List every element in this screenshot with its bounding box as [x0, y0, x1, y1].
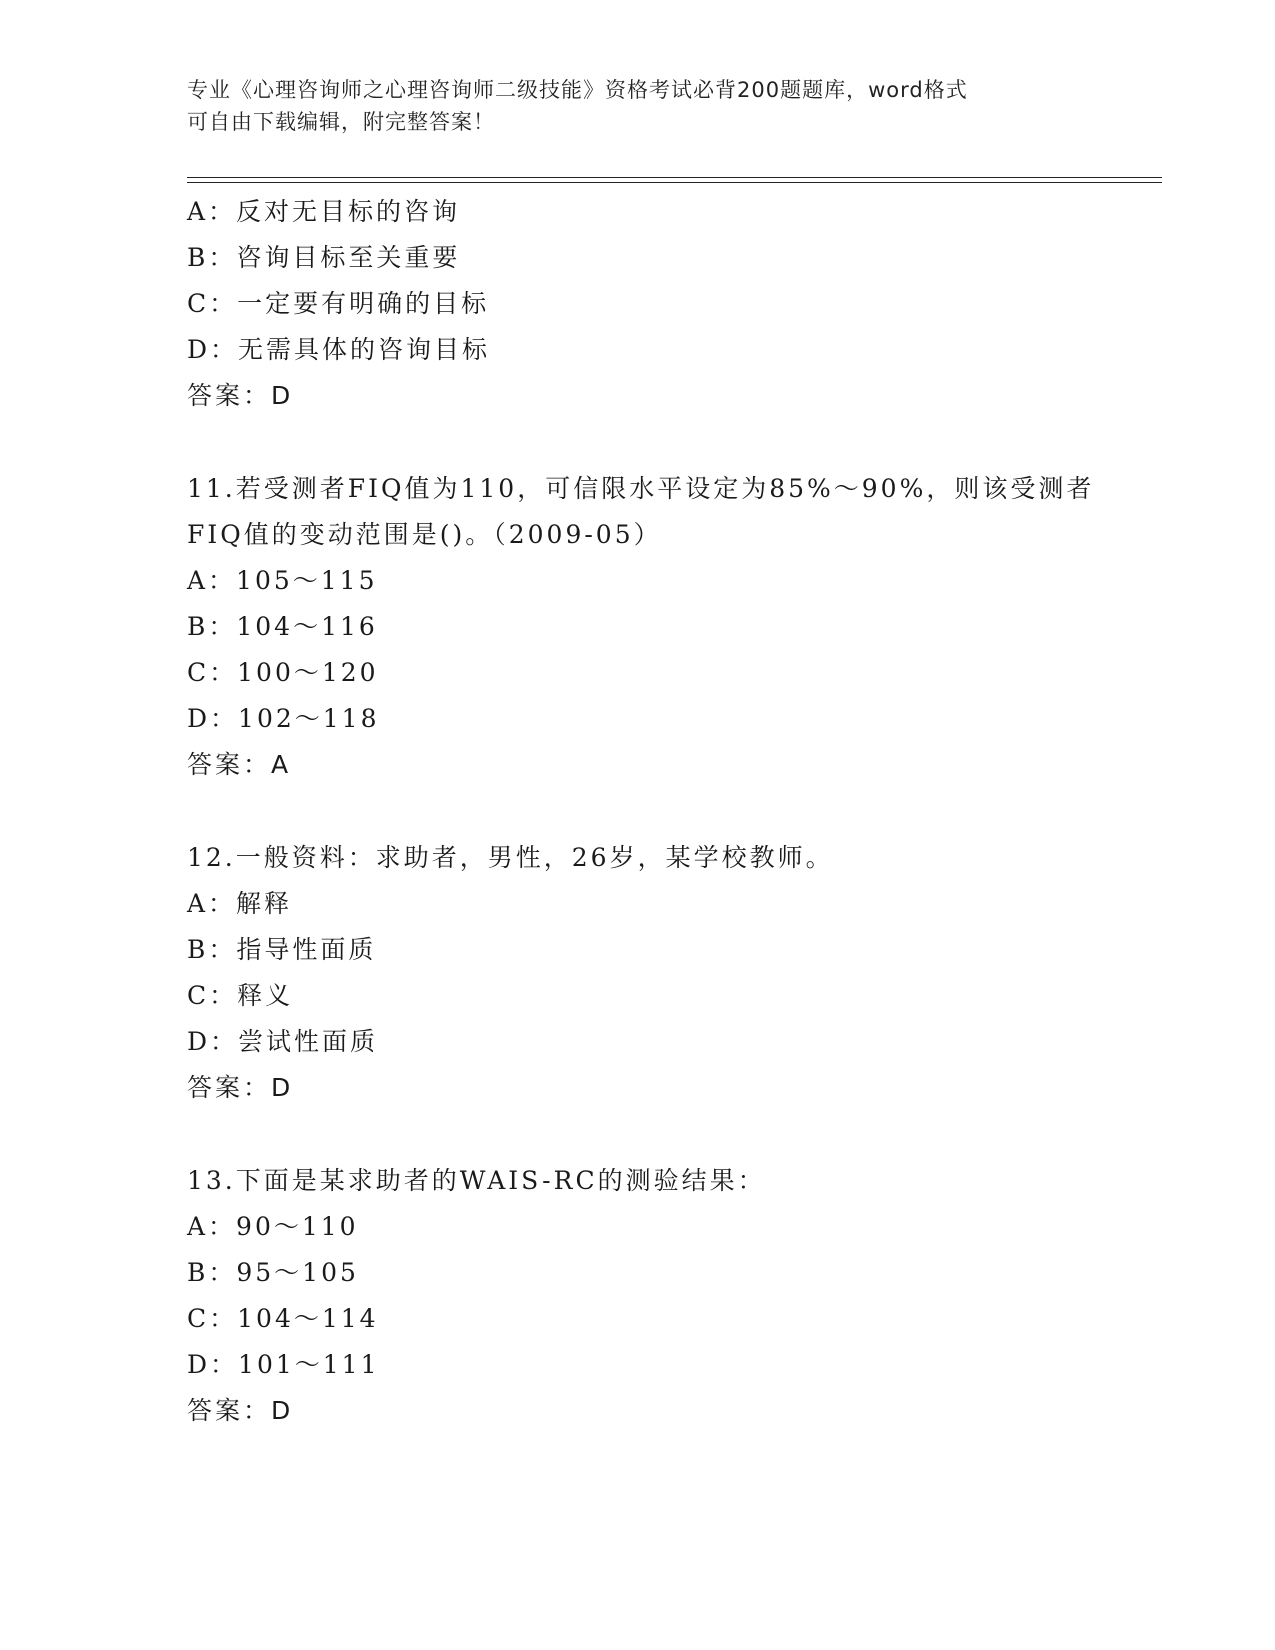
option-d: D：101～111	[187, 1350, 380, 1379]
question-text: 13.下面是某求助者的WAIS-RC的测验结果：	[187, 1166, 766, 1195]
document-header	[187, 74, 1087, 138]
option-a: A：105～115	[187, 566, 378, 595]
option-b: B：95～105	[187, 1258, 359, 1287]
header-divider-top	[187, 177, 1162, 178]
option-a: A：解释	[187, 889, 293, 918]
option-d: D：尝试性面质	[187, 1027, 379, 1056]
option-c: C：104～114	[187, 1304, 379, 1333]
answer: 答案：D	[187, 1073, 294, 1102]
question-block	[187, 189, 1147, 419]
answer: 答案：A	[187, 750, 292, 779]
header-line-1: 专业《心理咨询师之心理咨询师二级技能》资格考试必背200题题库，word格式	[187, 78, 968, 102]
question-block	[187, 466, 1147, 788]
option-d: D：无需具体的咨询目标	[187, 335, 491, 364]
question-list	[187, 189, 1147, 1434]
option-a: A：90～110	[187, 1212, 359, 1241]
option-b: B：104～116	[187, 612, 378, 641]
question-text: 12.一般资料：求助者，男性，26岁，某学校教师。	[187, 843, 834, 872]
question-block	[187, 835, 1147, 1111]
answer: 答案：D	[187, 381, 294, 410]
question-text-continued: FIQ值的变动范围是()。（2009-05）	[187, 520, 662, 549]
option-c: C：一定要有明确的目标	[187, 289, 490, 318]
option-a: A：反对无目标的咨询	[187, 197, 461, 226]
option-b: B：咨询目标至关重要	[187, 243, 461, 272]
option-c: C：释义	[187, 981, 294, 1010]
option-d: D：102～118	[187, 704, 380, 733]
header-divider-bottom	[187, 182, 1162, 183]
option-c: C：100～120	[187, 658, 379, 687]
option-b: B：指导性面质	[187, 935, 377, 964]
answer: 答案：D	[187, 1396, 294, 1425]
header-line-2: 可自由下载编辑，附完整答案！	[187, 110, 495, 134]
question-text: 11.若受测者FIQ值为110，可信限水平设定为85%～90%，则该受测者	[187, 474, 1095, 503]
question-block	[187, 1158, 1147, 1434]
